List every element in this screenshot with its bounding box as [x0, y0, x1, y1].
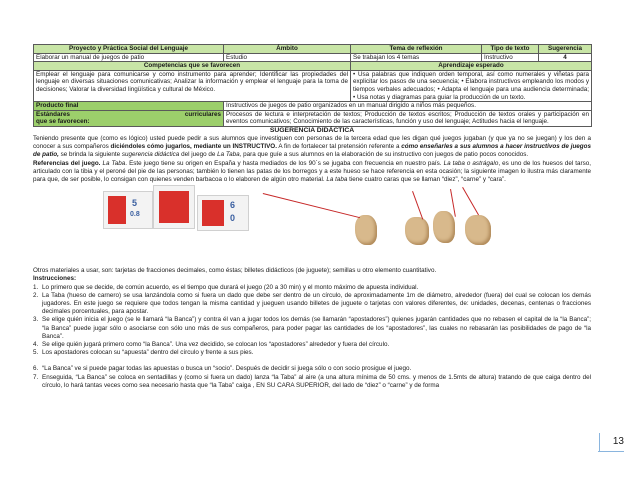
step-number: 3.: [33, 316, 39, 324]
label-estandares-b: que se favorecen:: [36, 118, 90, 126]
intro-paragraph-2: [33, 160, 591, 185]
label-estandares: [34, 110, 224, 126]
page-number-rule: [598, 451, 624, 452]
cell-project: Elaborar un manual de juegos de patio: [34, 53, 224, 62]
step-number: 7.: [33, 373, 39, 381]
step-text: Enseguida, “La Banca” se coloca en sentadillas y (como si fuera un dado) lanza “la Taba” al aire (a una altura mínima de 50 cms. y menos de 1.5mts de altura) tratando de que caiga dentro del círculo, lo hará tantas veces como sea necesario hasta que “la Taba” caiga , EN SU CARA SUPERIOR, del lado de “diez” o “carne” y de forma: [42, 373, 591, 389]
text-run-italic: La taba o astrágalo: [443, 159, 499, 167]
cell-ambito: Estudio: [224, 53, 351, 62]
step-number: 2.: [33, 291, 39, 299]
text-run-italic: La Taba,: [217, 151, 242, 159]
card-red-block: [159, 191, 189, 223]
text-run: A fin de fortalecer tal pretensión referente a: [276, 143, 402, 151]
text-run: se brinda la siguiente: [58, 151, 122, 159]
text-run-italic: sugerencia didáctica: [121, 151, 180, 159]
header-tema: Tema de reflexión: [351, 45, 482, 54]
header-aprendizaje: Aprendizaje esperado: [351, 62, 592, 71]
decimal-card-image: [103, 191, 153, 229]
header-sugerencia: Sugerencia: [539, 45, 592, 54]
text-run: del juego de: [179, 151, 218, 159]
step-number: 6.: [33, 365, 39, 373]
cell-sugerencia: 4: [539, 53, 592, 62]
step-item: [33, 292, 591, 317]
step-number: 5.: [33, 349, 39, 357]
taba-bone-image: [433, 211, 455, 243]
text-run-italic: La taba: [326, 175, 348, 183]
page-number: 13: [599, 433, 624, 451]
cell-competencias: Emplear el lenguaje para comunicarse y como instrumento para aprender; Identificar las propiedades del lenguaje en diversas situaciones comunicativas; Analizar la información y emplear el lenguaje para la toma de decisiones; Valorar la diversidad lingüística y cultural de México.: [34, 70, 351, 101]
taba-bone-image: [355, 215, 377, 245]
text-run: para que guíe a sus alumnos en la elaboración de su instructivo con juegos de patio pocos conocidos.: [241, 151, 529, 159]
step-number: 4.: [33, 340, 39, 348]
step-text: La Taba (hueso de carnero) se usa lanzándola como si fuera un dado que debe ser dentro de un círculo, de aproximadamente 1m de diámetro, alrededor (fuera) del cual se colocan los demás jugadores. En este juego se requiere que todos tengan la misma cantidad y jueguen usando billetes de juguete o tarjetas con valores diferentes, de: unidades, decenas, centenas o fracciones decimales porcentuales, para apostar.: [42, 291, 591, 316]
step-item: [33, 316, 591, 341]
card-number: 0.8: [130, 211, 140, 219]
text-run-italic: La Taba: [102, 159, 126, 167]
taba-bone-image: [465, 215, 491, 245]
steps-list: [33, 284, 591, 390]
cell-tema: Se trabajan los 4 temas: [351, 53, 482, 62]
step-item: [33, 284, 591, 292]
cell-estandares: Procesos de lectura e interpretación de textos; Producción de textos escritos; Producción de textos orales y participación en eventos comunicativos; Conocimiento de las características, función y uso del lenguaje; Actitudes hacia el lenguaje.: [224, 110, 592, 126]
document-page: [33, 44, 591, 390]
step-item: [33, 365, 591, 373]
step-text: Los apostadores colocan su “apuesta” dentro del círculo y frente a sus pies.: [42, 349, 254, 357]
step-item: [33, 341, 591, 349]
step-item: [33, 349, 591, 357]
text-run-bold: diciéndoles cómo jugarlos, mediante un INSTRUCTIVO.: [110, 143, 277, 151]
pointer-arrow: [462, 187, 479, 215]
text-run: . Este juego tiene su origen en España y hasta mediados de los 90´s se jugaba con frecuencia en nuestro país.: [125, 159, 444, 167]
cell-tipo: Instructivo: [482, 53, 539, 62]
taba-bone-image: [405, 217, 429, 245]
step-number: 1.: [33, 283, 39, 291]
step-item: [33, 374, 591, 390]
header-tipo: Tipo de texto: [482, 45, 539, 54]
card-number: 5: [132, 198, 138, 209]
label-producto-final: Producto final: [34, 102, 224, 111]
step-text: Lo primero que se decide, de común acuerdo, es el tiempo que durará el juego (20 a 30 min) y el monto máximo de apuesta individual.: [42, 283, 419, 291]
step-text: Se elige quién inicia el juego (se le llamará “la Banca”) y contra él van a jugar todos los demás (se llamarán “apostadores”) quienes jugarán cantidades que no rebasen el capital de la “la Banca”; “la Banca” puede jugar sólo o asociarse con sólo uno más de sus compañeros, para poder pagar las cantidades de los “apostadores”, las cuales no rebasarán las posibilidades de pago de “la Banca”.: [42, 316, 591, 340]
header-ambito: Ámbito: [224, 45, 351, 54]
decimal-card-image: [197, 195, 249, 231]
intro-paragraph-1: [33, 135, 591, 160]
planning-table: [33, 44, 592, 127]
materials-paragraph: Otros materiales a usar, son: tarjetas de fracciones decimales, como éstas; billetes didácticos (de juguete); semillas u otro elemento cuantitativo.: [33, 267, 437, 275]
sugerencia-title: SUGERENCIA DIDÁCTICA: [269, 126, 355, 134]
intro-text: [33, 135, 591, 184]
card-red-block: [108, 196, 126, 224]
text-run-bold: Referencias del juego.: [33, 159, 101, 167]
header-competencias: Competencias que se favorecen: [34, 62, 351, 71]
list-spacer: [33, 357, 591, 365]
pointer-arrow: [412, 191, 423, 219]
label-estandares-a: Estándares curriculares: [36, 110, 221, 118]
instructions-label: Instrucciones:: [33, 275, 77, 283]
decimal-card-image: [153, 185, 195, 229]
cell-producto-final: Instructivos de juegos de patio organizados en un manual dirigido a niños más pequeños.: [224, 102, 592, 111]
step-text: Se elige quién jugará primero como “la Banca”. Una vez decidido, se colocan los “apostadores” alrededor y fuera del círculo.: [42, 340, 390, 348]
illustrations: [33, 185, 591, 265]
instructions-section: [33, 267, 591, 390]
pointer-arrow: [263, 193, 360, 218]
cell-aprendizaje: • Usa palabras que indiquen orden temporal, así como numerales y viñetas para explicitar los pasos de una secuencia; • Elabora instructivos empleando los modos y tiempos verbales adecuados; • Adapta el lenguaje para una audiencia determinada; • Usa notas y diagramas para guiar la producción de un texto.: [351, 70, 592, 101]
text-run: , es uno de los huesos del tarso, articulado con la tibia y el peroné del pie de las personas; también lo tienen las patas de los borregos y a este hueso se hace referencia en esta ocasión; la siguiente imagen lo ilustra más claramente para que, de ser posible, lo consigan con quienes venden barbacoa o lo elaboren de algún otro material.: [33, 159, 592, 183]
card-red-block: [202, 200, 224, 226]
header-project: Proyecto y Práctica Social del Lenguaje: [34, 45, 224, 54]
pointer-arrow: [450, 189, 456, 217]
text-run: Teniendo presente que (como es lógico) usted puede pedir a sus alumnos que investiguen con personas de la tercera edad que les digan qué juegos jugaban (y que ya no se juegan) y los den a conocer a sus compañeros: [33, 134, 591, 151]
text-run: tiene cuatro caras que se llaman “diez”, “carne” y “cara”.: [347, 175, 506, 183]
card-number: 6: [230, 200, 236, 211]
step-text: “La Banca” ve si puede pagar todas las apuestas o busca un “socio”. Después de decidir si juega sólo o con socio prosigue el juego.: [42, 365, 412, 373]
text-run-bold-italic: cómo enseñarles a sus alumnos a hacer instructivos de juegos de patio,: [33, 143, 591, 159]
card-number: 0: [230, 213, 236, 224]
